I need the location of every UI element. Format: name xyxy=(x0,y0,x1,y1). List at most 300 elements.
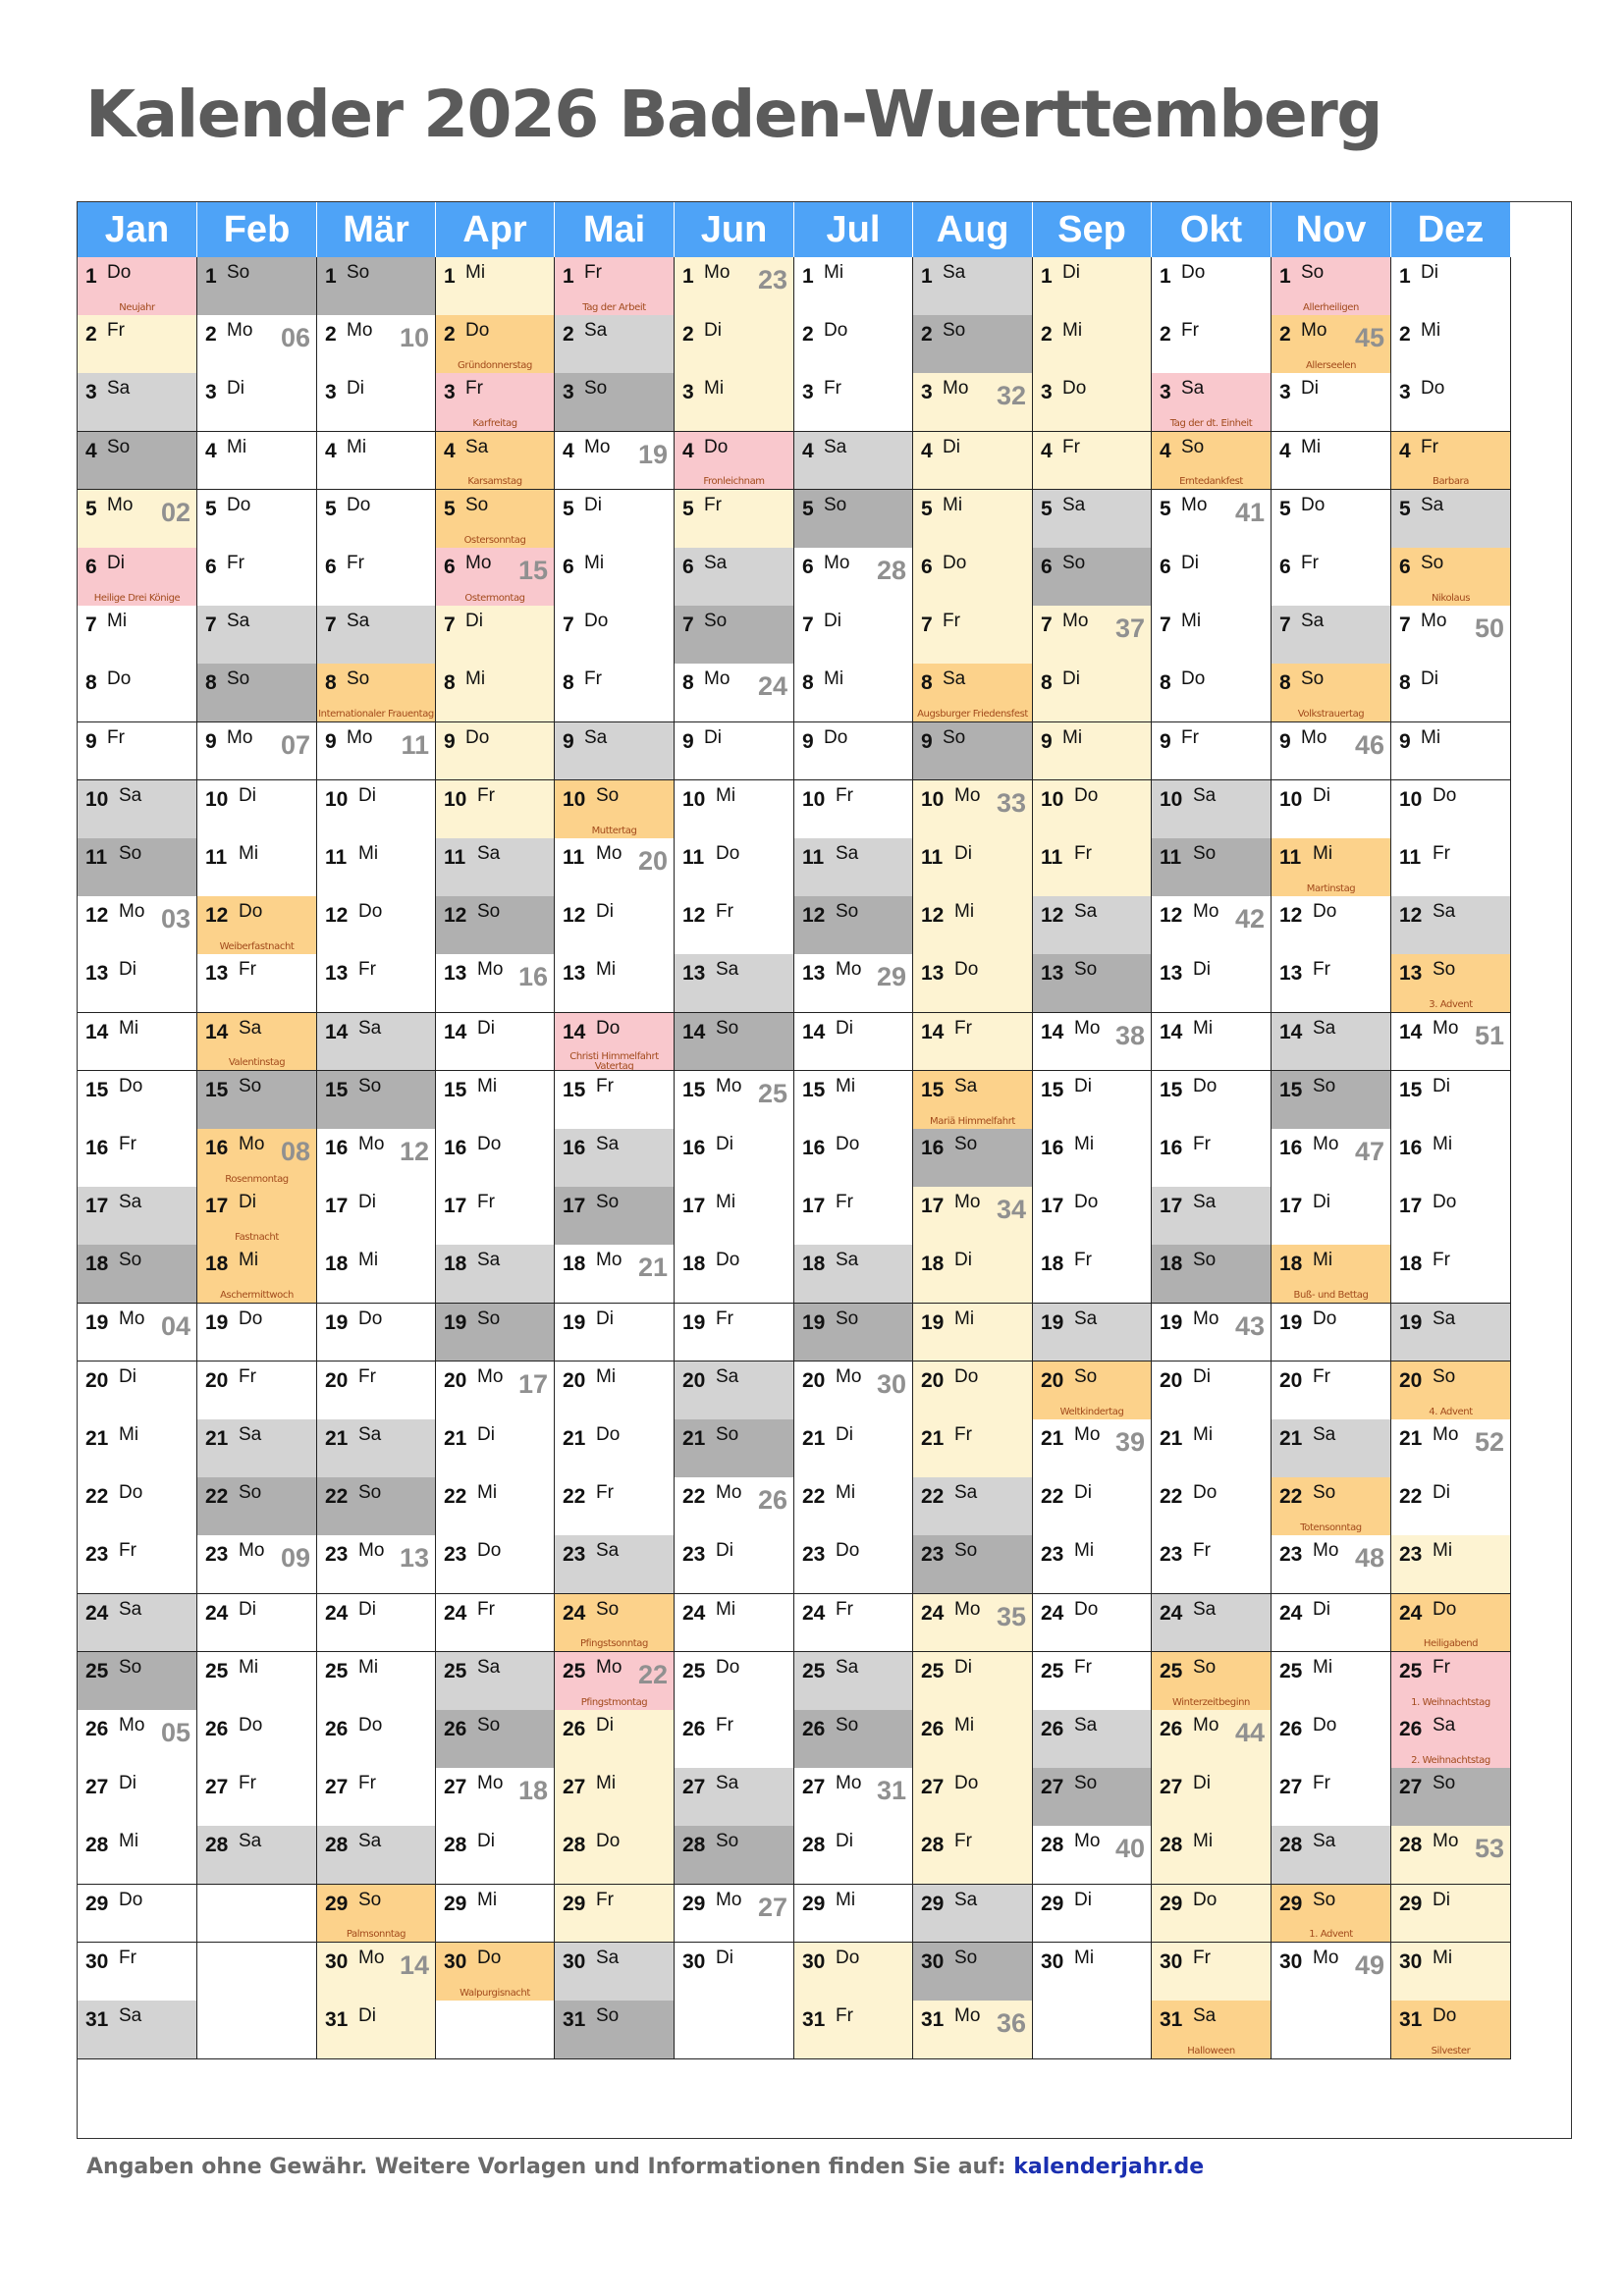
day-cell[interactable] xyxy=(436,1768,555,1827)
day-cell[interactable] xyxy=(1272,1768,1391,1827)
day-cell[interactable] xyxy=(436,1826,555,1885)
day-cell[interactable] xyxy=(913,1710,1033,1769)
day-cell[interactable] xyxy=(555,1304,675,1362)
day-cell[interactable] xyxy=(317,490,436,549)
day-cell[interactable] xyxy=(675,1652,794,1711)
day-cell[interactable] xyxy=(1033,432,1152,491)
day-cell[interactable] xyxy=(675,606,794,665)
day-cell[interactable] xyxy=(1272,257,1391,316)
day-cell[interactable] xyxy=(1033,1013,1152,1072)
day-cell[interactable] xyxy=(1152,1013,1272,1072)
day-cell[interactable] xyxy=(1152,1652,1272,1711)
day-cell[interactable] xyxy=(555,1013,675,1072)
day-cell[interactable] xyxy=(913,1304,1033,1362)
day-cell[interactable] xyxy=(1272,1535,1391,1594)
day-cell[interactable] xyxy=(1391,1768,1511,1827)
day-cell[interactable] xyxy=(794,954,913,1013)
day-cell[interactable] xyxy=(1033,954,1152,1013)
day-cell[interactable] xyxy=(555,606,675,665)
day-cell[interactable] xyxy=(317,1362,436,1420)
day-cell[interactable] xyxy=(1391,1362,1511,1420)
day-cell[interactable] xyxy=(794,664,913,722)
day-cell[interactable] xyxy=(78,1710,197,1769)
day-cell[interactable] xyxy=(1391,1245,1511,1304)
day-cell[interactable] xyxy=(913,1419,1033,1478)
day-cell[interactable] xyxy=(1033,1304,1152,1362)
day-cell[interactable] xyxy=(197,1768,317,1827)
day-cell[interactable] xyxy=(1152,1768,1272,1827)
day-cell[interactable] xyxy=(1391,1594,1511,1653)
day-cell[interactable] xyxy=(1272,1245,1391,1304)
day-cell[interactable] xyxy=(913,1826,1033,1885)
day-cell[interactable] xyxy=(436,1477,555,1536)
day-cell[interactable] xyxy=(1033,1245,1152,1304)
day-cell[interactable] xyxy=(1391,315,1511,374)
day-cell[interactable] xyxy=(1391,896,1511,955)
day-cell[interactable] xyxy=(1391,1943,1511,2002)
day-cell[interactable] xyxy=(317,1304,436,1362)
day-cell[interactable] xyxy=(555,1943,675,2002)
day-cell[interactable] xyxy=(197,1419,317,1478)
day-cell[interactable] xyxy=(436,373,555,432)
day-cell[interactable] xyxy=(317,1071,436,1130)
day-cell[interactable] xyxy=(675,1768,794,1827)
day-cell[interactable] xyxy=(436,548,555,607)
day-cell[interactable] xyxy=(1152,896,1272,955)
day-cell[interactable] xyxy=(317,664,436,722)
day-cell[interactable] xyxy=(197,954,317,1013)
day-cell[interactable] xyxy=(555,664,675,722)
day-cell[interactable] xyxy=(1272,1187,1391,1246)
day-cell[interactable] xyxy=(197,315,317,374)
day-cell[interactable] xyxy=(1033,1943,1152,2002)
day-cell[interactable] xyxy=(794,780,913,839)
day-cell[interactable] xyxy=(913,432,1033,491)
day-cell[interactable] xyxy=(197,432,317,491)
day-cell[interactable] xyxy=(1033,1535,1152,1594)
day-cell[interactable] xyxy=(675,432,794,491)
day-cell[interactable] xyxy=(197,490,317,549)
day-cell[interactable] xyxy=(555,1652,675,1711)
day-cell[interactable] xyxy=(197,1362,317,1420)
day-cell[interactable] xyxy=(436,954,555,1013)
day-cell[interactable] xyxy=(1272,954,1391,1013)
day-cell[interactable] xyxy=(1033,780,1152,839)
day-cell[interactable] xyxy=(1272,1362,1391,1420)
day-cell[interactable] xyxy=(555,1826,675,1885)
day-cell[interactable] xyxy=(794,1652,913,1711)
day-cell[interactable] xyxy=(1152,1477,1272,1536)
day-cell[interactable] xyxy=(1033,1768,1152,1827)
day-cell[interactable] xyxy=(675,1362,794,1420)
day-cell[interactable] xyxy=(1391,1710,1511,1769)
day-cell[interactable] xyxy=(555,2001,675,2059)
day-cell[interactable] xyxy=(197,780,317,839)
day-cell[interactable] xyxy=(1272,1652,1391,1711)
day-cell[interactable] xyxy=(913,722,1033,781)
day-cell[interactable] xyxy=(197,1477,317,1536)
day-cell[interactable] xyxy=(317,1885,436,1944)
day-cell[interactable] xyxy=(1272,1594,1391,1653)
day-cell[interactable] xyxy=(555,1362,675,1420)
day-cell[interactable] xyxy=(78,1013,197,1072)
day-cell[interactable] xyxy=(317,1535,436,1594)
day-cell[interactable] xyxy=(794,722,913,781)
day-cell[interactable] xyxy=(675,1594,794,1653)
day-cell[interactable] xyxy=(78,1187,197,1246)
day-cell[interactable] xyxy=(317,1594,436,1653)
day-cell[interactable] xyxy=(913,1885,1033,1944)
day-cell[interactable] xyxy=(555,432,675,491)
day-cell[interactable] xyxy=(197,896,317,955)
day-cell[interactable] xyxy=(675,1304,794,1362)
day-cell[interactable] xyxy=(675,373,794,432)
day-cell[interactable] xyxy=(794,315,913,374)
day-cell[interactable] xyxy=(555,1419,675,1478)
day-cell[interactable] xyxy=(317,373,436,432)
day-cell[interactable] xyxy=(794,1535,913,1594)
day-cell[interactable] xyxy=(1391,1477,1511,1536)
day-cell[interactable] xyxy=(317,1943,436,2002)
day-cell[interactable] xyxy=(317,1129,436,1188)
day-cell[interactable] xyxy=(555,257,675,316)
day-cell[interactable] xyxy=(555,1129,675,1188)
day-cell[interactable] xyxy=(317,1419,436,1478)
day-cell[interactable] xyxy=(913,2001,1033,2059)
day-cell[interactable] xyxy=(197,1594,317,1653)
day-cell[interactable] xyxy=(794,1013,913,1072)
day-cell[interactable] xyxy=(1152,954,1272,1013)
day-cell[interactable] xyxy=(78,780,197,839)
day-cell[interactable] xyxy=(1033,1594,1152,1653)
day-cell[interactable] xyxy=(1391,373,1511,432)
day-cell[interactable] xyxy=(436,1013,555,1072)
day-cell[interactable] xyxy=(78,1652,197,1711)
day-cell[interactable] xyxy=(1033,1362,1152,1420)
day-cell[interactable] xyxy=(1152,1710,1272,1769)
day-cell[interactable] xyxy=(1152,1419,1272,1478)
day-cell[interactable] xyxy=(436,780,555,839)
day-cell[interactable] xyxy=(1391,954,1511,1013)
day-cell[interactable] xyxy=(794,2001,913,2059)
day-cell[interactable] xyxy=(555,373,675,432)
day-cell[interactable] xyxy=(1391,606,1511,665)
day-cell[interactable] xyxy=(555,548,675,607)
day-cell[interactable] xyxy=(555,954,675,1013)
day-cell[interactable] xyxy=(1152,432,1272,491)
day-cell[interactable] xyxy=(1152,1535,1272,1594)
day-cell[interactable] xyxy=(1272,373,1391,432)
day-cell[interactable] xyxy=(78,606,197,665)
day-cell[interactable] xyxy=(78,1768,197,1827)
day-cell[interactable] xyxy=(913,896,1033,955)
day-cell[interactable] xyxy=(555,1477,675,1536)
day-cell[interactable] xyxy=(317,1013,436,1072)
day-cell[interactable] xyxy=(1152,1885,1272,1944)
day-cell[interactable] xyxy=(675,1013,794,1072)
day-cell[interactable] xyxy=(794,548,913,607)
day-cell[interactable] xyxy=(555,1535,675,1594)
day-cell[interactable] xyxy=(1391,1826,1511,1885)
day-cell[interactable] xyxy=(197,1013,317,1072)
day-cell[interactable] xyxy=(1152,257,1272,316)
day-cell[interactable] xyxy=(1033,1071,1152,1130)
day-cell[interactable] xyxy=(1033,257,1152,316)
footer-link[interactable]: kalenderjahr.de xyxy=(1013,2155,1205,2179)
day-cell[interactable] xyxy=(78,722,197,781)
day-cell[interactable] xyxy=(675,257,794,316)
day-cell[interactable] xyxy=(317,1652,436,1711)
day-cell[interactable] xyxy=(1152,1594,1272,1653)
day-cell[interactable] xyxy=(1272,722,1391,781)
day-cell[interactable] xyxy=(317,1187,436,1246)
day-cell[interactable] xyxy=(1152,1071,1272,1130)
day-cell[interactable] xyxy=(555,1885,675,1944)
day-cell[interactable] xyxy=(1152,664,1272,722)
day-cell[interactable] xyxy=(197,1129,317,1188)
day-cell[interactable] xyxy=(78,373,197,432)
day-cell[interactable] xyxy=(1391,257,1511,316)
day-cell[interactable] xyxy=(317,838,436,897)
day-cell[interactable] xyxy=(555,1245,675,1304)
day-cell[interactable] xyxy=(1152,722,1272,781)
day-cell[interactable] xyxy=(1033,1129,1152,1188)
day-cell[interactable] xyxy=(675,1826,794,1885)
day-cell[interactable] xyxy=(794,257,913,316)
day-cell[interactable] xyxy=(1272,1826,1391,1885)
day-cell[interactable] xyxy=(78,1245,197,1304)
day-cell[interactable] xyxy=(1272,1419,1391,1478)
day-cell[interactable] xyxy=(78,490,197,549)
day-cell[interactable] xyxy=(317,548,436,607)
day-cell[interactable] xyxy=(197,1187,317,1246)
day-cell[interactable] xyxy=(1033,838,1152,897)
day-cell[interactable] xyxy=(436,490,555,549)
day-cell[interactable] xyxy=(794,838,913,897)
day-cell[interactable] xyxy=(317,1477,436,1536)
day-cell[interactable] xyxy=(436,664,555,722)
day-cell[interactable] xyxy=(675,954,794,1013)
day-cell[interactable] xyxy=(675,1477,794,1536)
day-cell[interactable] xyxy=(1272,490,1391,549)
day-cell[interactable] xyxy=(1152,838,1272,897)
day-cell[interactable] xyxy=(317,1710,436,1769)
day-cell[interactable] xyxy=(317,780,436,839)
day-cell[interactable] xyxy=(555,780,675,839)
day-cell[interactable] xyxy=(794,1129,913,1188)
day-cell[interactable] xyxy=(1152,1304,1272,1362)
day-cell[interactable] xyxy=(1033,373,1152,432)
day-cell[interactable] xyxy=(913,1594,1033,1653)
day-cell[interactable] xyxy=(436,1943,555,2002)
day-cell[interactable] xyxy=(675,1129,794,1188)
day-cell[interactable] xyxy=(78,1535,197,1594)
day-cell[interactable] xyxy=(913,1013,1033,1072)
day-cell[interactable] xyxy=(1152,780,1272,839)
day-cell[interactable] xyxy=(675,548,794,607)
day-cell[interactable] xyxy=(794,1594,913,1653)
day-cell[interactable] xyxy=(436,1187,555,1246)
day-cell[interactable] xyxy=(197,1710,317,1769)
day-cell[interactable] xyxy=(913,664,1033,722)
day-cell[interactable] xyxy=(794,1245,913,1304)
day-cell[interactable] xyxy=(436,1071,555,1130)
day-cell[interactable] xyxy=(197,1245,317,1304)
day-cell[interactable] xyxy=(1152,1943,1272,2002)
day-cell[interactable] xyxy=(1272,548,1391,607)
day-cell[interactable] xyxy=(675,1419,794,1478)
day-cell[interactable] xyxy=(78,257,197,316)
day-cell[interactable] xyxy=(1391,1187,1511,1246)
day-cell[interactable] xyxy=(913,315,1033,374)
day-cell[interactable] xyxy=(913,1652,1033,1711)
day-cell[interactable] xyxy=(1391,1304,1511,1362)
day-cell[interactable] xyxy=(317,1768,436,1827)
day-cell[interactable] xyxy=(317,432,436,491)
day-cell[interactable] xyxy=(1391,838,1511,897)
day-cell[interactable] xyxy=(436,896,555,955)
day-cell[interactable] xyxy=(1272,1071,1391,1130)
day-cell[interactable] xyxy=(1391,548,1511,607)
day-cell[interactable] xyxy=(1152,1826,1272,1885)
day-cell[interactable] xyxy=(794,1187,913,1246)
day-cell[interactable] xyxy=(317,2001,436,2059)
day-cell[interactable] xyxy=(913,1187,1033,1246)
day-cell[interactable] xyxy=(197,1071,317,1130)
day-cell[interactable] xyxy=(675,1885,794,1944)
day-cell[interactable] xyxy=(1152,548,1272,607)
day-cell[interactable] xyxy=(78,1304,197,1362)
day-cell[interactable] xyxy=(78,1071,197,1130)
day-cell[interactable] xyxy=(555,1710,675,1769)
day-cell[interactable] xyxy=(675,1535,794,1594)
day-cell[interactable] xyxy=(197,838,317,897)
day-cell[interactable] xyxy=(1152,490,1272,549)
day-cell[interactable] xyxy=(1033,722,1152,781)
day-cell[interactable] xyxy=(1272,1943,1391,2002)
day-cell[interactable] xyxy=(78,432,197,491)
day-cell[interactable] xyxy=(436,1535,555,1594)
day-cell[interactable] xyxy=(317,606,436,665)
day-cell[interactable] xyxy=(1391,1652,1511,1711)
day-cell[interactable] xyxy=(78,1419,197,1478)
day-cell[interactable] xyxy=(675,315,794,374)
day-cell[interactable] xyxy=(197,664,317,722)
day-cell[interactable] xyxy=(1152,1187,1272,1246)
day-cell[interactable] xyxy=(197,606,317,665)
day-cell[interactable] xyxy=(197,257,317,316)
day-cell[interactable] xyxy=(78,1129,197,1188)
day-cell[interactable] xyxy=(1391,2001,1511,2059)
day-cell[interactable] xyxy=(1272,780,1391,839)
day-cell[interactable] xyxy=(1152,1129,1272,1188)
day-cell[interactable] xyxy=(436,722,555,781)
day-cell[interactable] xyxy=(913,1129,1033,1188)
day-cell[interactable] xyxy=(913,838,1033,897)
day-cell[interactable] xyxy=(78,1943,197,2002)
day-cell[interactable] xyxy=(436,1710,555,1769)
day-cell[interactable] xyxy=(794,373,913,432)
day-cell[interactable] xyxy=(436,1652,555,1711)
day-cell[interactable] xyxy=(1033,664,1152,722)
day-cell[interactable] xyxy=(555,1071,675,1130)
day-cell[interactable] xyxy=(794,432,913,491)
day-cell[interactable] xyxy=(675,1943,794,2002)
day-cell[interactable] xyxy=(317,257,436,316)
day-cell[interactable] xyxy=(436,1419,555,1478)
day-cell[interactable] xyxy=(794,490,913,549)
day-cell[interactable] xyxy=(78,1477,197,1536)
day-cell[interactable] xyxy=(1391,1013,1511,1072)
day-cell[interactable] xyxy=(913,1362,1033,1420)
day-cell[interactable] xyxy=(1152,1362,1272,1420)
day-cell[interactable] xyxy=(436,1362,555,1420)
day-cell[interactable] xyxy=(1391,490,1511,549)
day-cell[interactable] xyxy=(675,664,794,722)
day-cell[interactable] xyxy=(1033,490,1152,549)
day-cell[interactable] xyxy=(78,664,197,722)
day-cell[interactable] xyxy=(78,954,197,1013)
day-cell[interactable] xyxy=(555,490,675,549)
day-cell[interactable] xyxy=(436,257,555,316)
day-cell[interactable] xyxy=(436,838,555,897)
day-cell[interactable] xyxy=(794,1768,913,1827)
day-cell[interactable] xyxy=(913,954,1033,1013)
day-cell[interactable] xyxy=(1033,1187,1152,1246)
day-cell[interactable] xyxy=(436,1304,555,1362)
day-cell[interactable] xyxy=(436,1129,555,1188)
day-cell[interactable] xyxy=(1033,1419,1152,1478)
day-cell[interactable] xyxy=(1033,1477,1152,1536)
day-cell[interactable] xyxy=(794,1477,913,1536)
day-cell[interactable] xyxy=(675,1245,794,1304)
day-cell[interactable] xyxy=(913,548,1033,607)
day-cell[interactable] xyxy=(675,1187,794,1246)
day-cell[interactable] xyxy=(436,606,555,665)
day-cell[interactable] xyxy=(1033,606,1152,665)
day-cell[interactable] xyxy=(197,1304,317,1362)
day-cell[interactable] xyxy=(794,1943,913,2002)
day-cell[interactable] xyxy=(1391,780,1511,839)
day-cell[interactable] xyxy=(675,1071,794,1130)
day-cell[interactable] xyxy=(1272,896,1391,955)
day-cell[interactable] xyxy=(913,257,1033,316)
day-cell[interactable] xyxy=(1033,548,1152,607)
day-cell[interactable] xyxy=(913,1535,1033,1594)
day-cell[interactable] xyxy=(1272,1885,1391,1944)
day-cell[interactable] xyxy=(913,1245,1033,1304)
day-cell[interactable] xyxy=(1391,432,1511,491)
day-cell[interactable] xyxy=(913,780,1033,839)
day-cell[interactable] xyxy=(555,1768,675,1827)
day-cell[interactable] xyxy=(1152,373,1272,432)
day-cell[interactable] xyxy=(555,1187,675,1246)
day-cell[interactable] xyxy=(913,490,1033,549)
day-cell[interactable] xyxy=(1391,722,1511,781)
day-cell[interactable] xyxy=(675,838,794,897)
day-cell[interactable] xyxy=(1152,2001,1272,2059)
day-cell[interactable] xyxy=(436,315,555,374)
day-cell[interactable] xyxy=(794,1710,913,1769)
day-cell[interactable] xyxy=(1272,838,1391,897)
day-cell[interactable] xyxy=(913,1768,1033,1827)
day-cell[interactable] xyxy=(1152,606,1272,665)
day-cell[interactable] xyxy=(794,1071,913,1130)
day-cell[interactable] xyxy=(1033,1826,1152,1885)
day-cell[interactable] xyxy=(794,606,913,665)
day-cell[interactable] xyxy=(78,1826,197,1885)
day-cell[interactable] xyxy=(1033,315,1152,374)
